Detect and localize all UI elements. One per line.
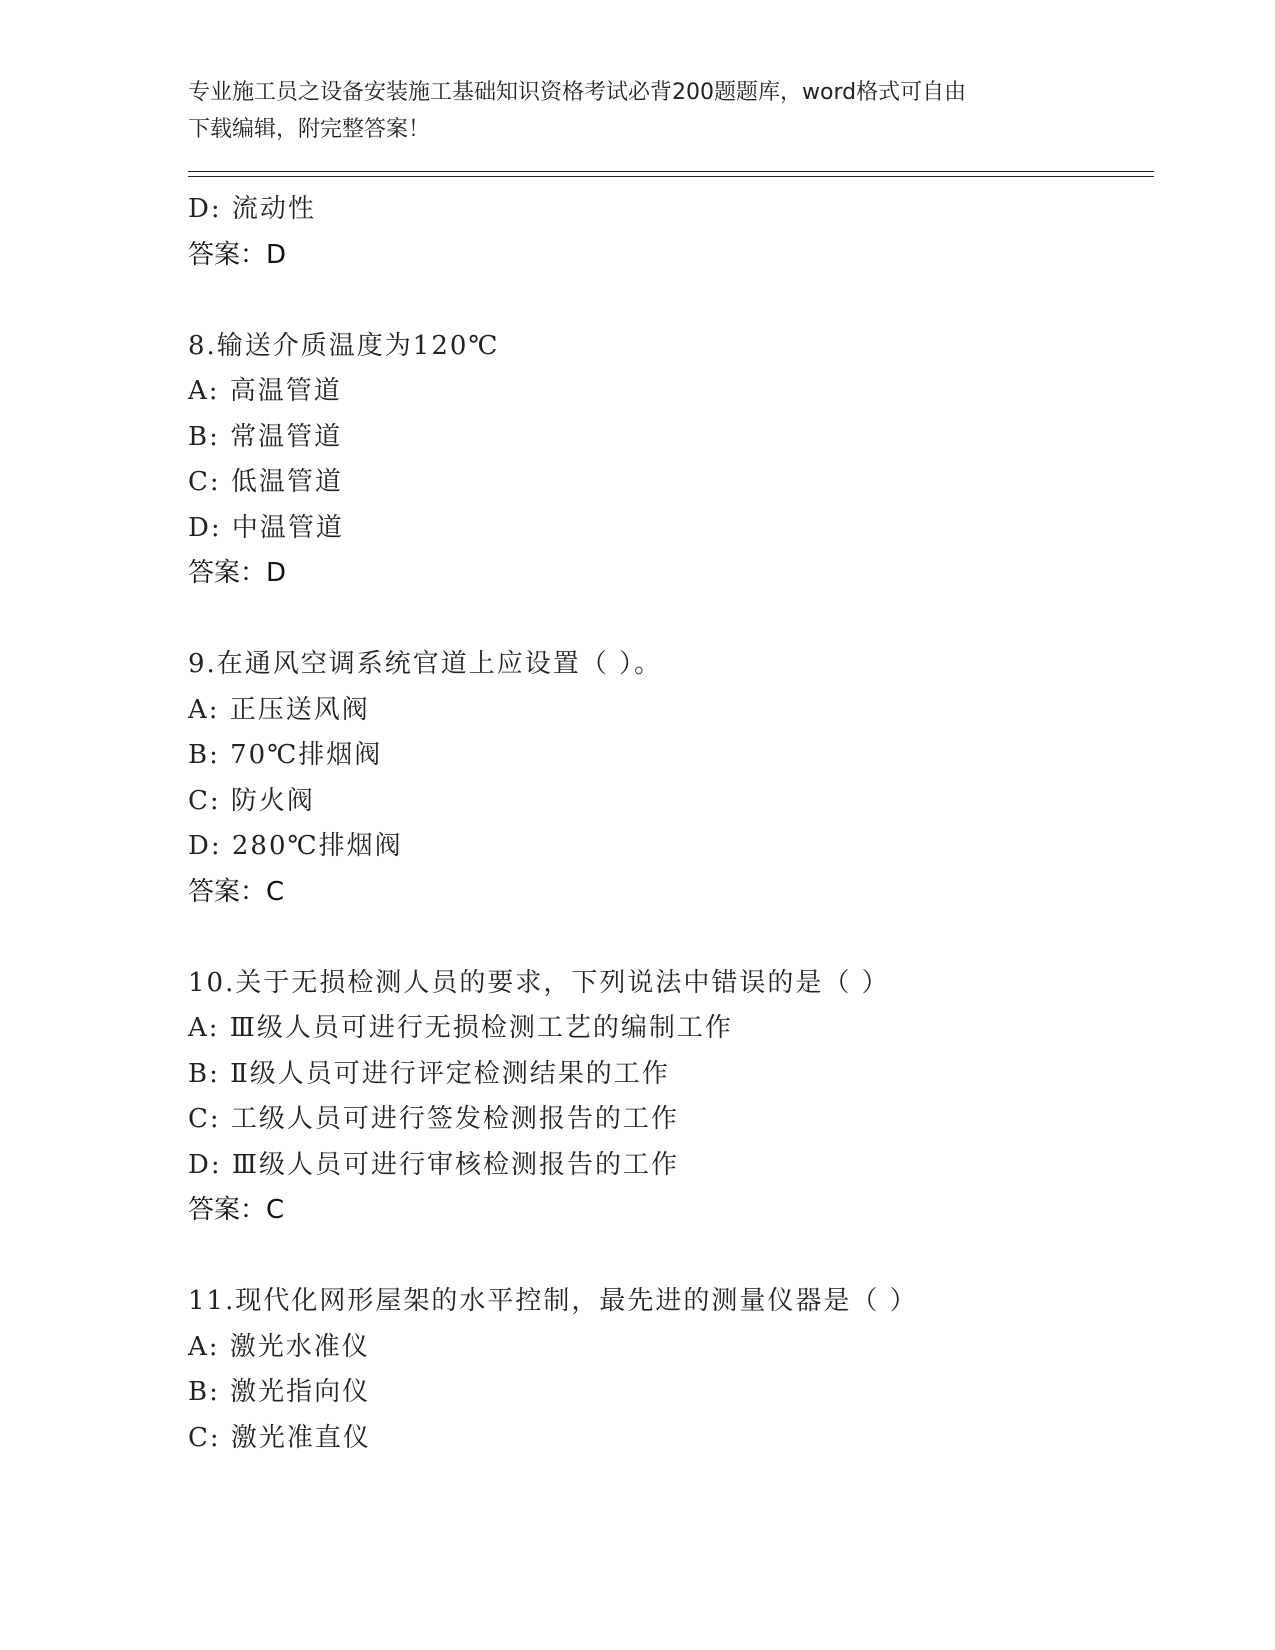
- header-line-1: 专业施工员之设备安装施工基础知识资格考试必背200题题库，word格式可自由: [188, 80, 967, 105]
- option-d: D: 中温管道: [188, 512, 344, 543]
- option-a: A: Ⅲ级人员可进行无损检测工艺的编制工作: [188, 1013, 733, 1043]
- question-stem: 10.关于无损检测人员的要求，下列说法中错误的是（ ）: [188, 967, 890, 998]
- answer-line: 答案：D: [188, 239, 287, 270]
- option-b: B: Ⅱ级人员可进行评定检测结果的工作: [188, 1058, 670, 1089]
- option-b: B: 70℃排烟阀: [188, 740, 383, 770]
- option-c: C: 工级人员可进行签发检测报告的工作: [188, 1104, 679, 1134]
- header-line-2: 下载编辑，附完整答案！: [188, 117, 431, 142]
- option-a: A: 激光水准仪: [188, 1331, 370, 1362]
- question-stem: 11.现代化网形屋架的水平控制，最先进的测量仪器是（ ）: [188, 1286, 918, 1316]
- spacer: [188, 915, 1148, 961]
- option-d: D: 流动性: [188, 194, 316, 224]
- option-a: A: 高温管道: [188, 376, 342, 406]
- spacer: [188, 597, 1148, 643]
- header-rule-bottom: [188, 176, 1154, 177]
- question-list: [188, 187, 1148, 1461]
- option-b: B: 激光指向仪: [188, 1377, 371, 1407]
- option-a: A: 正压送风阀: [188, 694, 370, 725]
- option-d: D: Ⅲ级人员可进行审核检测报告的工作: [188, 1149, 679, 1180]
- spacer: [188, 1234, 1148, 1280]
- document-header: [188, 74, 1068, 148]
- header-rule-top: [188, 171, 1154, 172]
- option-c: C: 防火阀: [188, 785, 315, 816]
- option-c: C: 低温管道: [188, 467, 343, 497]
- answer-line: 答案：D: [188, 558, 287, 588]
- answer-line: 答案：C: [188, 876, 285, 907]
- question-stem: 9.在通风空调系统官道上应设置（ ）。: [188, 649, 663, 679]
- spacer: [188, 278, 1148, 324]
- option-c: C: 激光准直仪: [188, 1422, 371, 1453]
- answer-line: 答案：C: [188, 1195, 285, 1225]
- question-stem: 8.输送介质温度为120℃: [188, 330, 500, 361]
- option-d: D: 280℃排烟阀: [188, 831, 403, 861]
- option-b: B: 常温管道: [188, 421, 343, 452]
